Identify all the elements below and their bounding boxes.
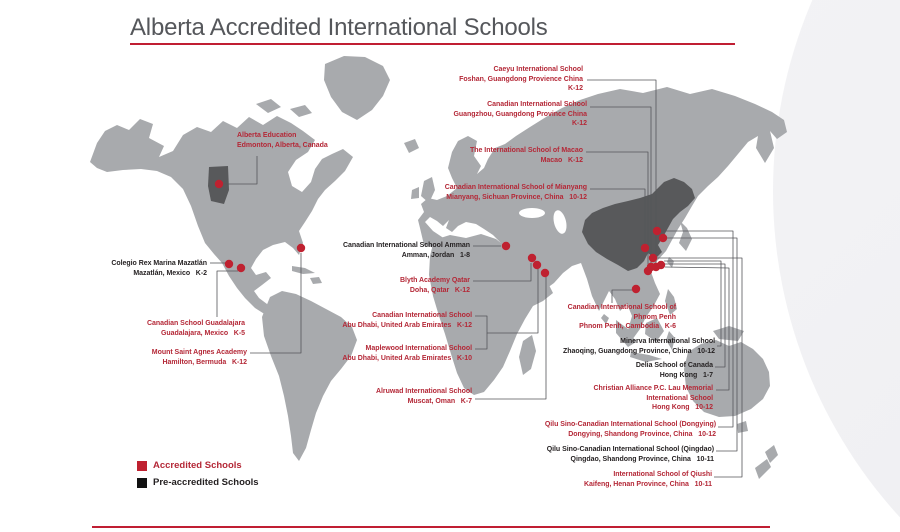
school-dot-cis-mianyang: [641, 244, 649, 252]
school-label-line: Phnom Penh: [633, 313, 676, 321]
school-dot-qilu-dongying: [653, 227, 661, 235]
school-label-line: Canadian International School: [487, 101, 587, 108]
school-label-line: Zhaoqing, Guangdong Province, China 10-12: [563, 347, 715, 355]
school-label-line: International School: [646, 394, 713, 402]
page-title: Alberta Accredited International Schools: [130, 14, 548, 41]
school-label-line: Hamilton, Bermuda K-12: [162, 358, 247, 366]
school-label-line: Mianyang, Sichuan Province, China 10-12: [446, 193, 587, 201]
school-dot-colegio-rex-mazatlan: [225, 260, 233, 268]
school-label-line: Blyth Academy Qatar: [400, 277, 470, 284]
school-label-caeyu-foshan: [459, 65, 583, 94]
school-label-mount-saint-agnes: [152, 348, 247, 367]
school-label-line: Hong Kong 10-12: [652, 404, 713, 412]
legend-swatch-accredited: [137, 461, 147, 471]
school-dot-qilu-qingdao: [659, 234, 667, 242]
school-label-line: K-12: [567, 85, 583, 93]
school-label-line: Edmonton, Alberta, Canada: [237, 141, 328, 149]
school-label-line: Abu Dhabi, United Arab Emirates K-10: [342, 354, 472, 362]
school-dot-intl-school-qiushi: [649, 254, 657, 262]
school-label-cis-mianyang: [445, 183, 587, 202]
bottom-divider: [92, 526, 770, 528]
school-label-line: Colegio Rex Marina Mazatlán: [111, 260, 207, 267]
school-label-line: Qilu Sino-Canadian International School (Dongying): [544, 421, 716, 428]
school-label-alberta-education: [237, 131, 328, 150]
school-label-line: Caeyu International School: [493, 66, 583, 73]
school-label-line: Macao K-12: [540, 156, 583, 164]
legend-label: Pre-accredited Schools: [153, 477, 259, 488]
school-label-blyth-academy-qatar: [400, 276, 470, 295]
school-label-line: Qingdao, Shandong Province, China 10-11: [570, 455, 714, 463]
school-label-line: Guadalajara, Mexico K-5: [160, 329, 245, 337]
school-label-line: Canadian School Guadalajara: [147, 320, 245, 327]
school-label-line: International School of Qiushi: [613, 471, 712, 478]
school-label-line: K-12: [571, 120, 587, 128]
school-dot-canadian-school-guadalajara: [237, 264, 245, 272]
school-label-line: The International School of Macao: [470, 147, 583, 154]
school-dot-alruwad-muscat: [541, 269, 549, 277]
school-dot-cis-abu-dhabi: [533, 261, 541, 269]
school-label-intl-school-qiushi: [584, 470, 712, 489]
legend: [137, 457, 259, 491]
legend-label: Accredited Schools: [153, 460, 242, 471]
title-underline: [130, 43, 735, 45]
school-label-line: Kaifeng, Henan Province, China 10-11: [583, 480, 712, 488]
school-dot-blyth-academy-qatar: [528, 254, 536, 262]
school-label-cis-guangzhou: [453, 100, 587, 129]
school-label-line: Doha, Qatar K-12: [409, 286, 470, 294]
school-label-line: Maplewood International School: [365, 345, 472, 352]
school-label-maplewood-abu-dhabi: [342, 344, 472, 363]
school-label-qilu-dongying: [545, 420, 716, 439]
school-label-line: Mount Saint Agnes Academy: [151, 349, 247, 356]
school-label-line: Canadian International School: [372, 312, 472, 319]
school-dot-cis-amman: [502, 242, 510, 250]
school-dot-cis-phnom-penh: [632, 285, 640, 293]
school-label-line: Abu Dhabi, United Arab Emirates K-12: [342, 321, 472, 329]
legend-item-pre-accredited: [137, 474, 259, 491]
school-label-cis-abu-dhabi: [342, 311, 472, 330]
school-label-line: Alruwad International School: [375, 388, 472, 395]
school-label-christian-alliance-hk: [593, 384, 713, 413]
school-label-line: Hong Kong 1-7: [659, 371, 713, 379]
school-label-qilu-qingdao: [547, 445, 714, 464]
school-label-line: Muscat, Oman K-7: [407, 397, 472, 405]
school-label-line: Alberta Education: [237, 132, 297, 139]
school-label-intl-school-macao: [470, 146, 583, 165]
school-label-canadian-school-guadalajara: [147, 319, 245, 338]
school-dot-minerva-zhaoqing: [657, 261, 665, 269]
school-label-line: Delia School of Canada: [635, 362, 713, 369]
legend-swatch-pre-accredited: [137, 478, 147, 488]
school-label-line: Qilu Sino-Canadian International School (Qingdao): [546, 446, 714, 453]
school-label-line: Canadian International School Amman: [342, 242, 470, 249]
school-label-cis-phnom-penh: [568, 303, 676, 332]
school-label-alruwad-muscat: [376, 387, 472, 406]
school-dot-intl-school-macao: [644, 267, 652, 275]
school-label-line: Mazatlán, Mexico K-2: [133, 269, 207, 277]
school-label-delia-hong-kong: [636, 361, 713, 380]
school-label-line: Phnom Penh, Cambodia K-6: [579, 323, 676, 331]
school-dot-mount-saint-agnes: [297, 244, 305, 252]
school-dot-alberta-education: [215, 180, 223, 188]
school-label-cis-amman: [343, 241, 470, 260]
school-label-line: Minerva International School: [620, 338, 715, 345]
school-label-line: Guangzhou, Guangdong Province China: [453, 110, 587, 118]
school-label-line: Foshan, Guangdong Provience China: [459, 75, 583, 83]
school-label-line: Amman, Jordan 1-8: [401, 251, 470, 259]
school-label-line: Christian Alliance P.C. Lau Memorial: [593, 385, 713, 392]
legend-item-accredited: [137, 457, 259, 474]
school-label-colegio-rex-mazatlan: [111, 259, 207, 278]
school-label-minerva-zhaoqing: [563, 337, 715, 356]
school-label-line: Canadian International School of: [567, 304, 676, 311]
school-label-line: Canadian International School of Mianyang: [444, 184, 587, 191]
school-label-line: Dongying, Shandong Province, China 10-12: [568, 430, 716, 438]
